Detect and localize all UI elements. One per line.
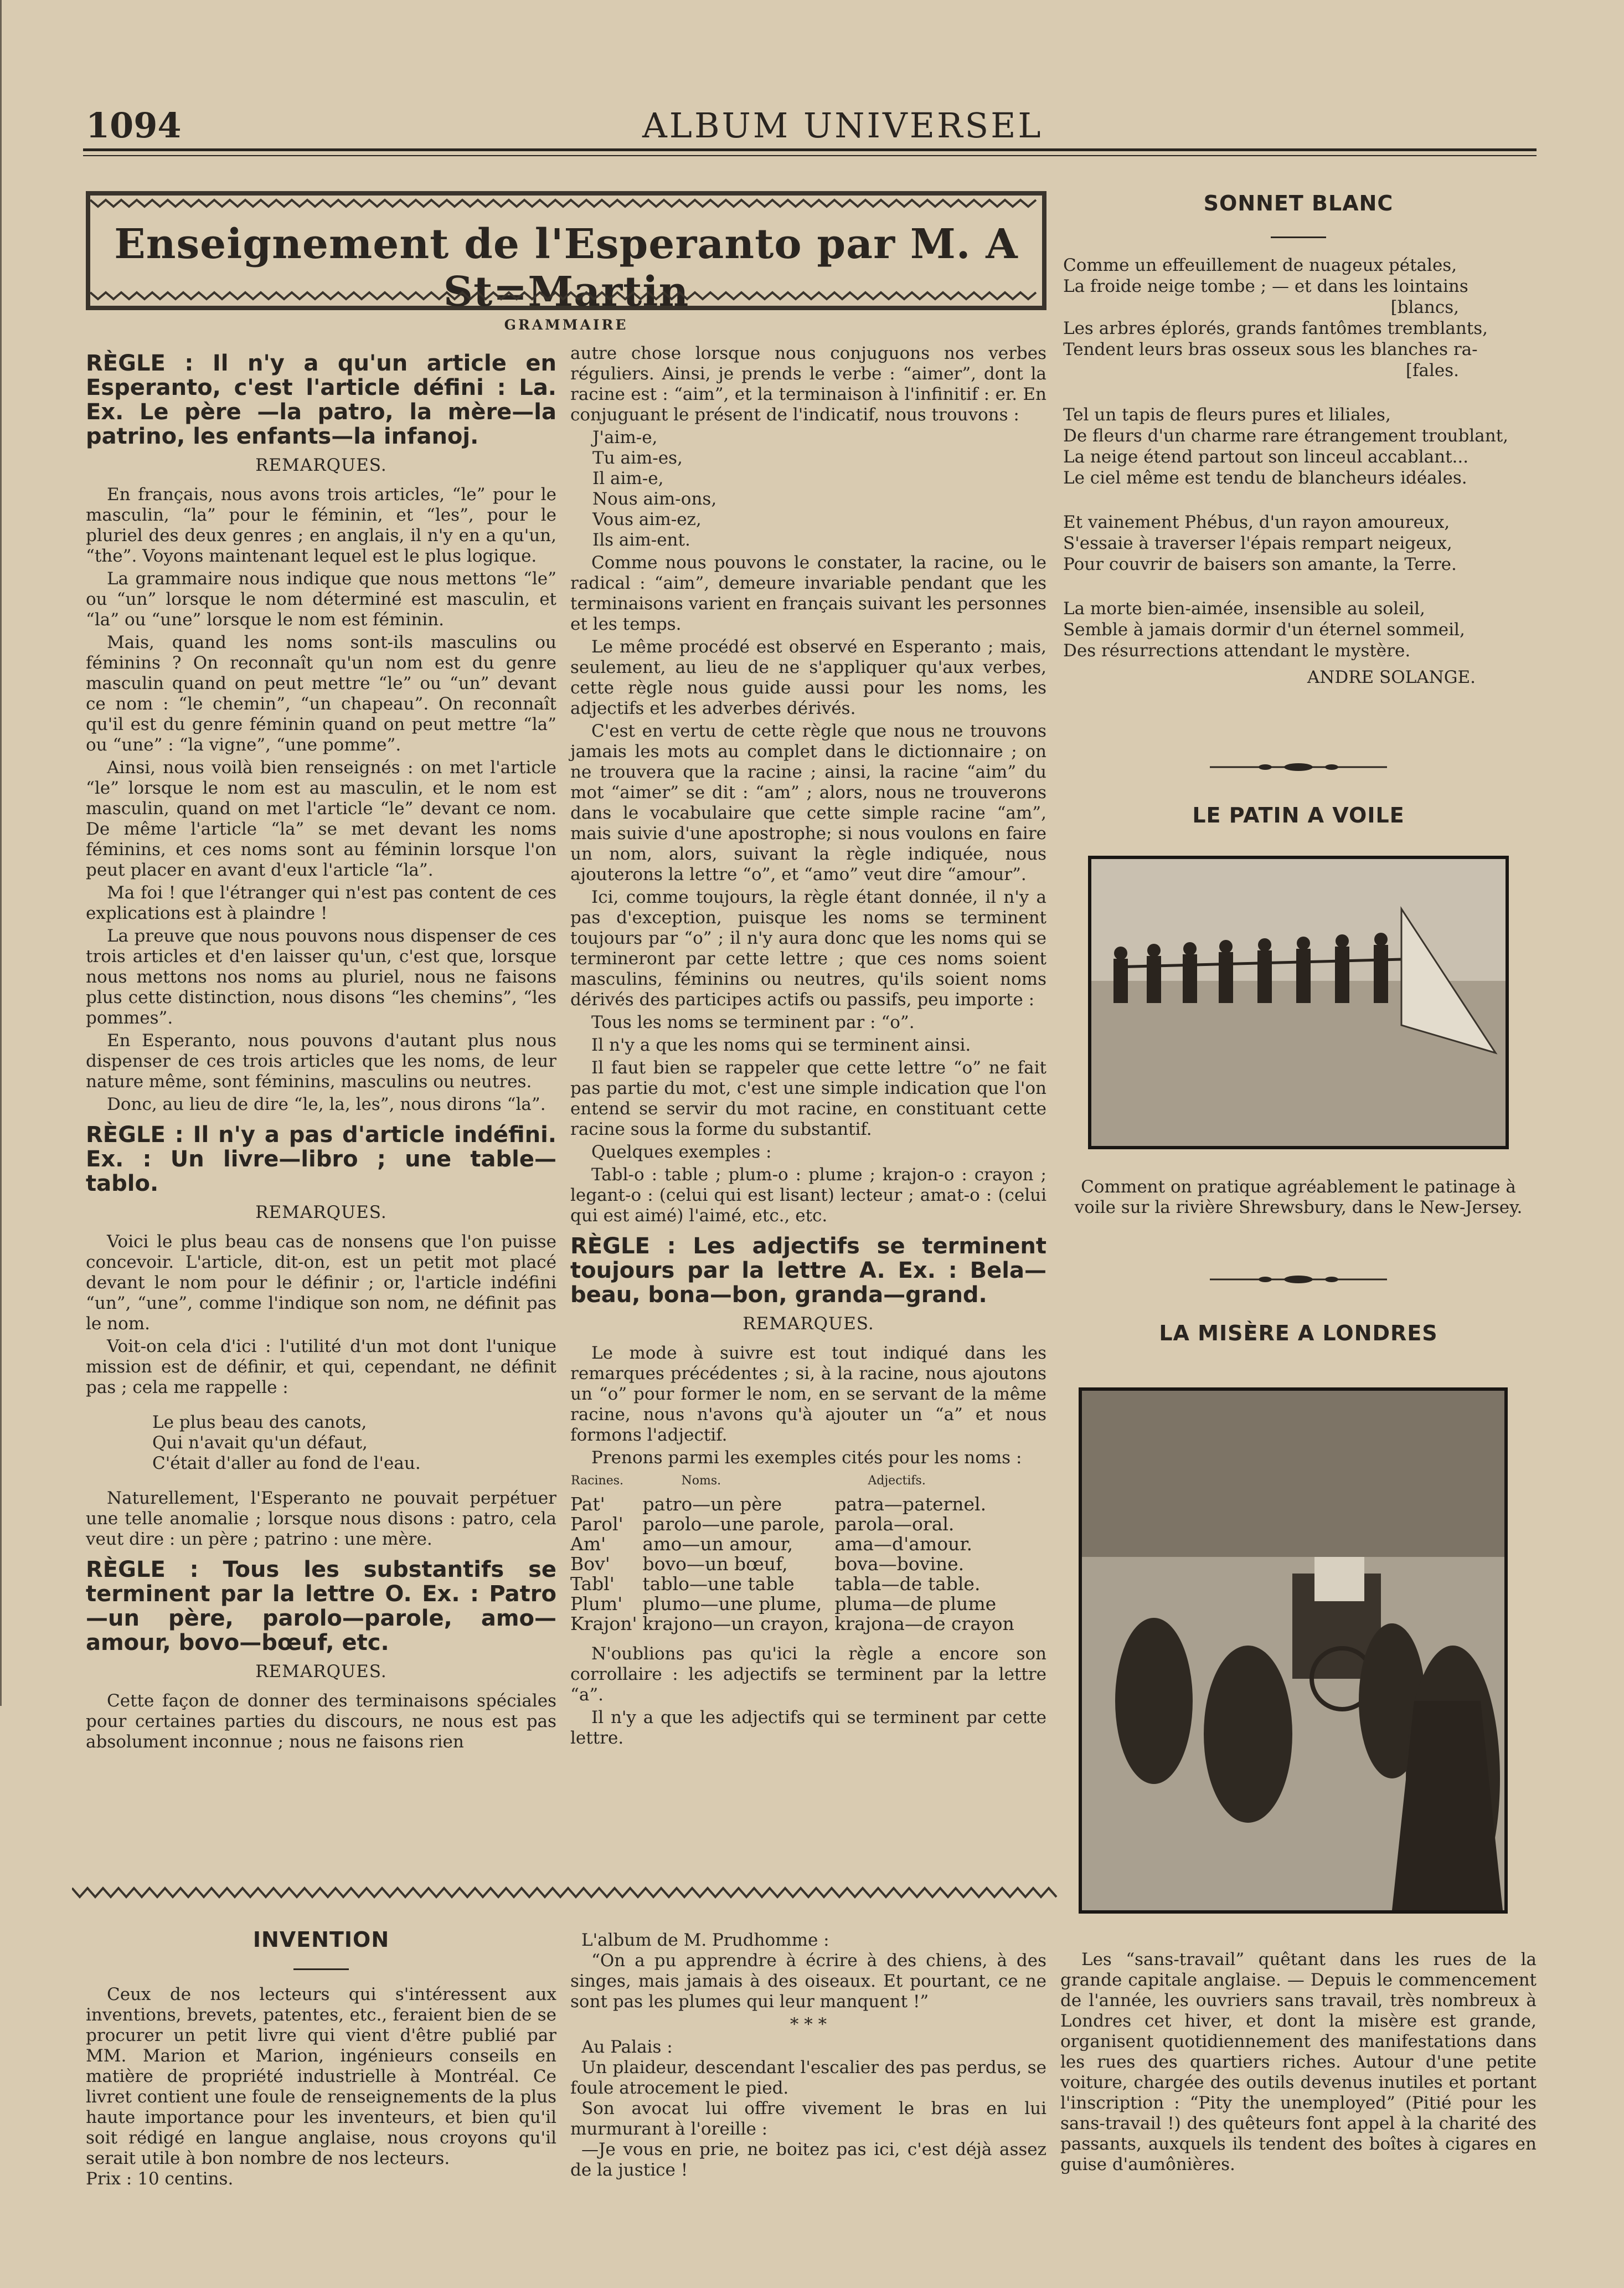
paragraph: autre chose lorsque nous conjuguons nos verbes réguliers. Ainsi, je prends le verbe : “aimer”, dont la racine est : “aim”, et la terminaison à l'infinitif : er. En conjuguant le présent de l'indicatif, nous trouvons : xyxy=(570,343,1046,425)
sonnet-author: ANDRE SOLANGE. xyxy=(1307,667,1476,687)
sonnet-stanza xyxy=(1063,404,1537,489)
table-cell: tablo—une table xyxy=(642,1573,795,1595)
paragraph: Il faut bien se rappeler que cette lettre “o” ne fait pas partie du mot, c'est une simple indication que l'on entend se servir du mot racine, en constituant cette racine sous la forme du substantif. xyxy=(570,1058,1046,1139)
sonnet-line: [fales. xyxy=(1405,361,1459,381)
sonnet-line: [blancs, xyxy=(1390,297,1459,317)
rule-heading-1: RÈGLE : Il n'y a qu'un article en Esperanto, c'est l'article défini : La. Ex. Le père —la patro, la mère—la patrino, les enfants—la infanoj. xyxy=(86,351,556,449)
zigzag-border-top xyxy=(90,198,1042,211)
table-cell: patro—un père xyxy=(642,1493,782,1515)
prudhomme-section xyxy=(570,1930,1046,2181)
invention-price: Prix : 10 centins. xyxy=(86,2169,234,2189)
paragraph: Le même procédé est observé en Esperanto ; mais, seulement, au lieu de ne s'appliquer qu'aux verbes, cette règle nous guide aussi pour les noms, les adjectifs et les adverbes dérivés. xyxy=(570,637,1046,718)
paragraph: N'oublions pas qu'ici la règle a encore son corrollaire : les adjectifs se terminent par la lettre “a”. xyxy=(570,1644,1046,1705)
ornament-divider xyxy=(1210,759,1387,775)
table-cell: bova—bovine. xyxy=(834,1553,965,1575)
conjugation-line: Nous aim-ons, xyxy=(592,489,717,509)
paragraph: Donc, au lieu de dire “le, la, les”, nous dirons “la”. xyxy=(107,1094,546,1114)
sonnet-title: SONNET BLANC xyxy=(1203,191,1394,215)
header-rule-thin xyxy=(83,155,1537,156)
table-cell: parolo—une parole, xyxy=(642,1513,825,1535)
vocabulary-table xyxy=(570,1471,1020,1634)
table-row xyxy=(570,1514,1020,1534)
paragraph: Mais, quand les noms sont-ils masculins ou féminins ? On reconnaît qu'un nom est du genre masculin quand on peut mettre “le” ou “un” devant ce nom : “le chemin”, “un chapeau”. On reconnaît qu'il est du genre féminin quand on peut mettre “la” ou “une” : “la vigne”, “une pomme”. xyxy=(86,633,556,755)
header-rule xyxy=(83,148,1537,151)
rule-heading-2: RÈGLE : Il n'y a pas d'article indéfini. Ex. : Un livre—libro ; une table—tablo. xyxy=(86,1122,556,1196)
table-row xyxy=(570,1574,1020,1594)
table-row xyxy=(570,1494,1020,1514)
column-divider xyxy=(0,0,2,1706)
table-header: Noms. xyxy=(681,1474,721,1488)
table-cell: krajono—un crayon, xyxy=(642,1613,829,1634)
poem-line: C'était d'aller au fond de l'eau. xyxy=(152,1453,421,1473)
patin-caption: Comment on pratique agréablement le patinage à voile sur la rivière Shrewsbury, dans le New-Jersey. xyxy=(1074,1177,1523,1217)
paragraph: Ici, comme toujours, la règle étant donnée, il n'y a pas d'exception, puisque les noms se terminent toujours par “o” ; il n'y aura donc que les noms qui se termineront par cette lettre ; que ces noms soient masculins, féminins ou neutres, qu'ils soient noms dérivés des participes actifs ou passifs, peu importe : xyxy=(570,887,1046,1010)
rule-heading-4: RÈGLE : Les adjectifs se terminent toujours par la lettre A. Ex. : Bela—beau, bona—bon, granda—grand. xyxy=(570,1233,1046,1308)
patin-title: LE PATIN A VOILE xyxy=(1192,803,1405,827)
article-subtitle: GRAMMAIRE xyxy=(504,317,628,333)
sonnet-line: Tel un tapis de fleurs pures et liliales, xyxy=(1063,405,1391,425)
short-divider xyxy=(293,1968,349,1970)
table-cell: pluma—de plume xyxy=(834,1593,997,1615)
table-header: Racines. xyxy=(571,1474,624,1488)
paragraph: Comme nous pouvons le constater, la racine, ou le radical : “aim”, demeure invariable pendant que les terminaisons varient en français suivant les personnes et les temps. xyxy=(570,553,1046,634)
paragraph: La preuve que nous pouvons nous dispenser de ces trois articles et d'en laisser qu'un, c'est que, lorsque nous mettons nos noms au pluriel, nous ne faisons plus cette distinction, nous disons “les chemins”, “les pommes”. xyxy=(86,926,556,1028)
sonnet-line: Des résurrections attendant le mystère. xyxy=(1063,641,1411,661)
conjugation-line: Ils aim-ent. xyxy=(592,530,690,550)
conjugation-line: Il aim-e, xyxy=(592,469,664,489)
sonnet-line: Les arbres éplorés, grands fantômes tremblants, xyxy=(1063,318,1488,338)
rule-heading-3: RÈGLE : Tous les substantifs se terminent par la lettre O. Ex. : Patro—un père, parolo—parole, amo—amour, bovo—bœuf, etc. xyxy=(86,1557,556,1655)
table-cell: patra—paternel. xyxy=(834,1493,987,1515)
paragraph: Naturellement, l'Esperanto ne pouvait perpétuer une telle anomalie ; lorsque nous disons : patro, cela veut dire : un père ; patrino : une mère. xyxy=(86,1488,556,1549)
table-cell: Plum' xyxy=(570,1593,623,1615)
london-street-image xyxy=(1082,1391,1504,1910)
ice-sailing-image xyxy=(1091,859,1506,1146)
prudhomme-title: L'album de M. Prudhomme : xyxy=(581,1930,829,1950)
table-row xyxy=(570,1614,1020,1634)
table-cell: plumo—une plume, xyxy=(642,1593,822,1615)
invention-text: Ceux de nos lecteurs qui s'intéressent aux inventions, brevets, patentes, etc., feraient bien de se procurer un petit livre qui vient d'être publié par MM. Marion et Marion, ingénieurs conseils en matière de propriété industrielle à Montréal. Ce livret contient une foule de renseignements de la plus haute importance pour les inventeurs, et bien qu'il soit rédigé en langue anglaise, nous croyons qu'il serait utile à bon nombre de nos lecteurs. xyxy=(86,1984,556,2168)
sonnet-line: Pour couvrir de baisers son amante, la Terre. xyxy=(1063,554,1457,574)
paragraph: Tous les noms se terminent par : “o”. xyxy=(591,1012,915,1032)
sonnet-line: De fleurs d'un charme rare étrangement troublant, xyxy=(1063,426,1509,446)
remarques-heading: REMARQUES. xyxy=(255,455,387,475)
table-cell: Am' xyxy=(570,1533,606,1555)
short-divider xyxy=(1271,236,1326,238)
sonnet-line: Comme un effeuillement de nuageux pétales, xyxy=(1063,255,1457,275)
paragraph: Il n'y a que les noms qui se terminent ainsi. xyxy=(591,1035,971,1055)
article-column-1 xyxy=(86,343,556,1755)
sonnet-stanza xyxy=(1063,255,1537,381)
zigzag-border-bottom xyxy=(90,290,1042,304)
poem-line: Qui n'avait qu'un défaut, xyxy=(152,1433,368,1453)
paragraph: Prenons parmi les exemples cités pour les noms : xyxy=(591,1448,1022,1468)
table-cell: bovo—un bœuf, xyxy=(642,1553,788,1575)
remarques-heading: REMARQUES. xyxy=(255,1662,387,1682)
sonnet-line: La morte bien-aimée, insensible au soleil, xyxy=(1063,599,1425,619)
paragraph: Voici le plus beau cas de nonsens que l'on puisse concevoir. L'article, dit-on, est un petit mot placé devant le nom pour le définir ; or, l'article indéfini “un”, “une”, comme l'indique son nom, ne définit pas le nom. xyxy=(86,1232,556,1334)
table-row xyxy=(570,1534,1020,1554)
paragraph: Un plaideur, descendant l'escalier des pas perdus, se foule atrocement le pied. xyxy=(570,2058,1046,2098)
london-street-photo xyxy=(1079,1387,1508,1914)
paragraph: Il n'y a que les adjectifs qui se terminent par cette lettre. xyxy=(570,1708,1046,1748)
article-column-2 xyxy=(570,343,1046,1751)
paragraph: Ainsi, nous voilà bien renseignés : on met l'article “le” lorsque le nom est au masculin, et le nom est masculin, quand on met l'article “le” devant ce nom. De même l'article “la” se met devant les noms féminins, et ces noms sont au féminin lorsque l'on peut placer en avant d'eux l'article “la”. xyxy=(86,758,556,880)
sonnet-line: Tendent leurs bras osseux sous les blanches ra- xyxy=(1063,340,1478,359)
paragraph: Son avocat lui offre vivement le bras en lui murmurant à l'oreille : xyxy=(570,2099,1046,2139)
misere-title: LA MISÈRE A LONDRES xyxy=(1159,1321,1438,1345)
table-row xyxy=(570,1594,1020,1614)
poem-line: Le plus beau des canots, xyxy=(152,1412,367,1432)
table-cell: Bov' xyxy=(570,1553,610,1575)
paragraph: La grammaire nous indique que nous mettons “le” ou “un” lorsque le nom déterminé est masculin, et “la” ou “une” lorsque le nom est féminin. xyxy=(86,569,556,630)
table-header: Adjectifs. xyxy=(868,1474,926,1488)
paragraph: Tabl-o : table ; plum-o : plume ; krajon-o : crayon ; legant-o : (celui qui est lisant) lecteur ; amat-o : (celui qui est aimé) l'aimé, etc., etc. xyxy=(570,1165,1046,1226)
table-cell: Pat' xyxy=(570,1493,605,1515)
paragraph: En français, nous avons trois articles, “le” pour le masculin, “la” pour le féminin, et “les”, pour le pluriel des deux genres ; en anglais, il n'y en a qu'un, “the”. Voyons maintenant lequel est le plus logique. xyxy=(86,485,556,566)
palais-heading: Au Palais : xyxy=(581,2037,673,2057)
paragraph: Quelques exemples : xyxy=(591,1142,772,1162)
conjugation-line: Vous aim-ez, xyxy=(592,510,702,529)
page-number: 1094 xyxy=(86,105,182,146)
table-cell: ama—d'amour. xyxy=(834,1533,972,1555)
article-title: Enseignement de l'Esperanto par M. A St=Martin xyxy=(114,220,1018,316)
remarques-heading: REMARQUES. xyxy=(255,1202,387,1222)
zigzag-separator xyxy=(72,1886,1058,1899)
sonnet-line: S'essaie à traverser l'épais rempart neigeux, xyxy=(1063,533,1452,553)
sonnet-line: La froide neige tombe ; — et dans les lointains xyxy=(1063,276,1468,296)
sonnet-stanza xyxy=(1063,598,1537,661)
prudhomme-quote: “On a pu apprendre à écrire à des chiens, à des singes, mais jamais à des oiseaux. Et pourtant, ce ne sont pas les plumes qui leur manquent !” xyxy=(570,1951,1046,2012)
table-row xyxy=(570,1554,1020,1574)
table-cell: amo—un amour, xyxy=(642,1533,793,1555)
misere-caption: Les “sans-travail” quêtant dans les rues de la grande capitale anglaise. — Depuis le commencement de l'année, les ouvriers sans travail, très nombreux à Londres cet hiver, et dont la misère est grande, organisent quotidiennement des manifestations dans les rues des quartiers riches. Autour d'une petite voiture, chargée des outils devenus inutiles et portant l'inscription : “Pity the unemployed” (Pitié pour les sans-travail !) des quêteurs font appel à la charité des passants, auxquels ils tendent des boîtes à cigares en guise d'aumônières. xyxy=(1060,1950,1537,2174)
sonnet-line: Le ciel même est tendu de blancheurs idéales. xyxy=(1063,468,1467,488)
paragraph: Ma foi ! que l'étranger qui n'est pas content de ces explications est à plaindre ! xyxy=(86,883,556,923)
masthead: ALBUM UNIVERSEL xyxy=(642,105,1043,146)
conjugation-line: J'aim-e, xyxy=(592,428,658,448)
sonnet-line: Et vainement Phébus, d'un rayon amoureux, xyxy=(1063,512,1450,532)
paragraph: C'est en vertu de cette règle que nous ne trouvons jamais les mots au complet dans le dictionnaire ; on ne trouvera que la racine ; ainsi, la racine “aim” du mot “aimer” se dit : “am” ; alors, nous ne trouverons dans le vocabulaire que cette simple racine “am”, mais suivie d'une apostrophe; si nous voulons en faire un nom, alors, suivant la règle indiquée, nous ajouterons la lettre “o”, et “amo” veut dire “amour”. xyxy=(570,721,1046,885)
table-cell: Tabl' xyxy=(570,1573,615,1595)
paragraph: Voit-on cela d'ici : l'utilité d'un mot dont l'unique mission est de définir, et qui, cependant, ne définit pas ; cela me rappelle : xyxy=(86,1336,556,1397)
table-cell: tabla—de table. xyxy=(834,1573,981,1595)
sonnet-line: La neige étend partout son linceul accablant... xyxy=(1063,447,1469,467)
paragraph: En Esperanto, nous pouvons d'autant plus nous dispenser de ces trois articles que les noms, de leur nature même, sont féminins, masculins ou neutres. xyxy=(86,1031,556,1092)
sonnet-body xyxy=(1060,255,1537,688)
sonnet-line: Semble à jamais dormir d'un éternel sommeil, xyxy=(1063,620,1465,640)
paragraph: —Je vous en prie, ne boitez pas ici, c'est déjà assez de la justice ! xyxy=(570,2140,1046,2180)
table-cell: Parol' xyxy=(570,1513,623,1535)
paragraph: Cette façon de donner des terminaisons spéciales pour certaines parties du discours, ne nous est pas absolument inconnue ; nous ne faisons rien xyxy=(86,1691,556,1752)
paragraph: Le mode à suivre est tout indiqué dans les remarques précédentes ; si, à la racine, nous ajoutons un “o” pour former le nom, en se servant de la même racine, nous n'avons qu'à ajouter un “a” et nous formons l'adjectif. xyxy=(570,1343,1046,1445)
ice-sailing-photo xyxy=(1088,856,1509,1149)
table-cell: Krajon' xyxy=(570,1613,637,1634)
article-title-box xyxy=(86,191,1046,333)
poem-quote xyxy=(152,1412,556,1474)
ornament-divider xyxy=(1210,1271,1387,1288)
invention-section xyxy=(86,1927,556,2189)
table-cell: krajona—de crayon xyxy=(834,1613,1014,1634)
remarques-heading: REMARQUES. xyxy=(743,1314,874,1334)
conjugation-line: Tu aim-es, xyxy=(592,448,683,468)
stars-separator: * * * xyxy=(790,2014,827,2034)
sonnet-stanza xyxy=(1063,512,1537,575)
table-cell: parola—oral. xyxy=(834,1513,955,1535)
conjugation-list xyxy=(592,428,1046,551)
invention-title: INVENTION xyxy=(252,1927,390,1952)
sonnet-section xyxy=(1060,191,1537,688)
